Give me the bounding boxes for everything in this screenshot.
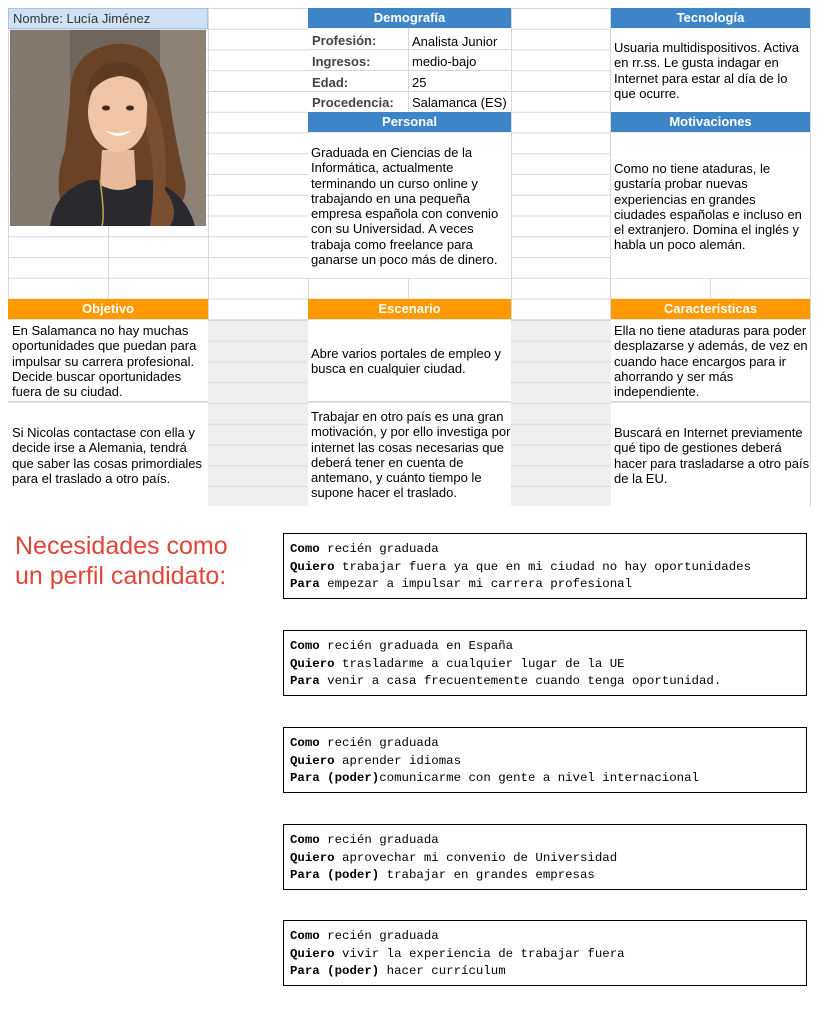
story-so-keyword: Para (poder) <box>290 964 380 978</box>
story-want-value: vivir la experiencia de trabajar fuera <box>334 946 625 961</box>
story-want-keyword: Quiero <box>290 559 335 574</box>
story-as-keyword: Como <box>290 639 320 653</box>
demografia-value-procedencia: Salamanca (ES) <box>412 95 507 110</box>
caracteristicas-text-2: Buscará en Internet previamente qué tipo de gestiones deberá hacer para trasladarse a otro país de la EU. <box>614 425 810 486</box>
story-want-value: aprender idiomas <box>334 753 462 768</box>
objetivo-item <box>8 403 208 506</box>
story-so-value: empezar a impulsar mi carrera profesional <box>319 577 633 591</box>
story-so-value: trabajar en grandes empresas <box>379 868 595 882</box>
persona-portrait-icon <box>10 30 206 226</box>
story-as-keyword: Como <box>290 929 320 943</box>
story-want-value: aprovechar mi convenio de Universidad <box>334 850 618 865</box>
needs-title-line-1: Necesidades como <box>15 532 228 560</box>
motivaciones-header: Motivaciones <box>611 112 810 132</box>
demografia-table <box>308 29 511 112</box>
story-as-value: recién graduada <box>319 736 439 750</box>
story-want-value: trasladarme a cualquier lugar de la UE <box>334 656 625 671</box>
story-so-value: venir a casa frecuentemente cuando tenga oportunidad. <box>319 674 722 688</box>
story-as-value: recién graduada <box>319 542 439 556</box>
demografia-label-procedencia: Procedencia: <box>312 95 394 110</box>
user-story-card <box>283 727 807 793</box>
story-as-keyword: Como <box>290 833 320 847</box>
user-story-card <box>283 920 807 986</box>
motivaciones-panel <box>611 133 810 278</box>
demografia-label-profesion: Profesión: <box>312 33 377 48</box>
persona-photo <box>10 30 206 226</box>
demografia-value-ingresos: medio-bajo <box>412 54 477 69</box>
spacer-column <box>511 320 611 506</box>
tecnologia-header: Tecnología <box>611 8 810 28</box>
story-want-keyword: Quiero <box>290 946 335 961</box>
user-story-card <box>283 533 807 599</box>
objetivo-text-1: En Salamanca no hay muchas oportunidades que puedan para impulsar su carrera profesional. Decide buscar oportunidades fuera de su ciudad. <box>12 323 197 400</box>
story-so-keyword: Para <box>290 674 320 688</box>
user-story-card <box>283 824 807 890</box>
caracteristicas-header: Características <box>611 299 810 319</box>
persona-name: Nombre: Lucía Jiménez <box>13 11 151 26</box>
escenario-item <box>308 320 511 402</box>
story-as-value: recién graduada <box>319 929 439 943</box>
personal-header: Personal <box>308 112 511 132</box>
story-want-keyword: Quiero <box>290 850 335 865</box>
tecnologia-text: Usuaria multidispositivos. Activa en rr.ss. Le gusta indagar en Internet para estar al día de lo que ocurre. <box>614 40 799 101</box>
story-as-keyword: Como <box>290 736 320 750</box>
needs-title <box>15 531 228 591</box>
tecnologia-panel <box>611 29 810 112</box>
escenario-text-2: Trabajar en otro país es una gran motivación, y por ello investiga por internet las cosas necesarias que deberá tener en cuenta de antemano, y cuánto tiempo le supone hacer el traslado. <box>311 409 511 501</box>
caracteristicas-item <box>611 403 810 506</box>
personal-panel <box>308 133 511 278</box>
objetivo-header: Objetivo <box>8 299 208 319</box>
story-so-keyword: Para <box>290 577 320 591</box>
demografia-label-ingresos: Ingresos: <box>312 54 371 69</box>
story-so-value: comunicarme con gente a nivel internacional <box>379 771 699 785</box>
demografia-label-edad: Edad: <box>312 75 349 90</box>
persona-name-cell <box>8 8 208 29</box>
escenario-item <box>308 403 511 506</box>
demografia-value-profesion: Analista Junior <box>412 34 498 49</box>
objetivo-text-2: Si Nicolas contactase con ella y decide irse a Alemania, tendrá que saber las cosas primordiales para el traslado a otro país. <box>12 425 203 486</box>
demografia-header: Demografía <box>308 8 511 28</box>
user-story-card <box>283 630 807 696</box>
needs-title-line-2: un perfil candidato: <box>15 562 227 590</box>
story-so-keyword: Para (poder) <box>290 771 380 785</box>
personal-text: Graduada en Ciencias de la Informática, actualmente terminando un curso online y trabajando en una pequeña empresa española con convenio con su Universidad. A veces trabaja como freelance para ganarse un poco más de dinero. <box>311 145 499 268</box>
story-want-keyword: Quiero <box>290 753 335 768</box>
motivaciones-text: Como no tiene ataduras, le gustaría probar nuevas experiencias en grandes ciudades españolas e incluso en el extranjero. Domina el inglés y habla un poco alemán. <box>614 161 802 253</box>
story-so-value: hacer currículum <box>379 964 506 978</box>
escenario-header: Escenario <box>308 299 511 319</box>
caracteristicas-item <box>611 320 810 402</box>
story-want-value: trabajar fuera ya que en mi ciudad no hay oportunidades <box>334 559 752 574</box>
story-as-value: recién graduada en España <box>319 639 514 653</box>
story-so-keyword: Para (poder) <box>290 868 380 882</box>
story-as-value: recién graduada <box>319 833 439 847</box>
caracteristicas-text-1: Ella no tiene ataduras para poder desplazarse y además, de vez en cuando hace encargos para ir ahorrando y ser más independiente. <box>614 323 808 400</box>
spacer-column <box>208 320 308 506</box>
escenario-text-1: Abre varios portales de empleo y busca en cualquier ciudad. <box>311 346 502 377</box>
objetivo-item <box>8 320 208 402</box>
story-want-keyword: Quiero <box>290 656 335 671</box>
story-as-keyword: Como <box>290 542 320 556</box>
demografia-value-edad: 25 <box>412 75 427 90</box>
